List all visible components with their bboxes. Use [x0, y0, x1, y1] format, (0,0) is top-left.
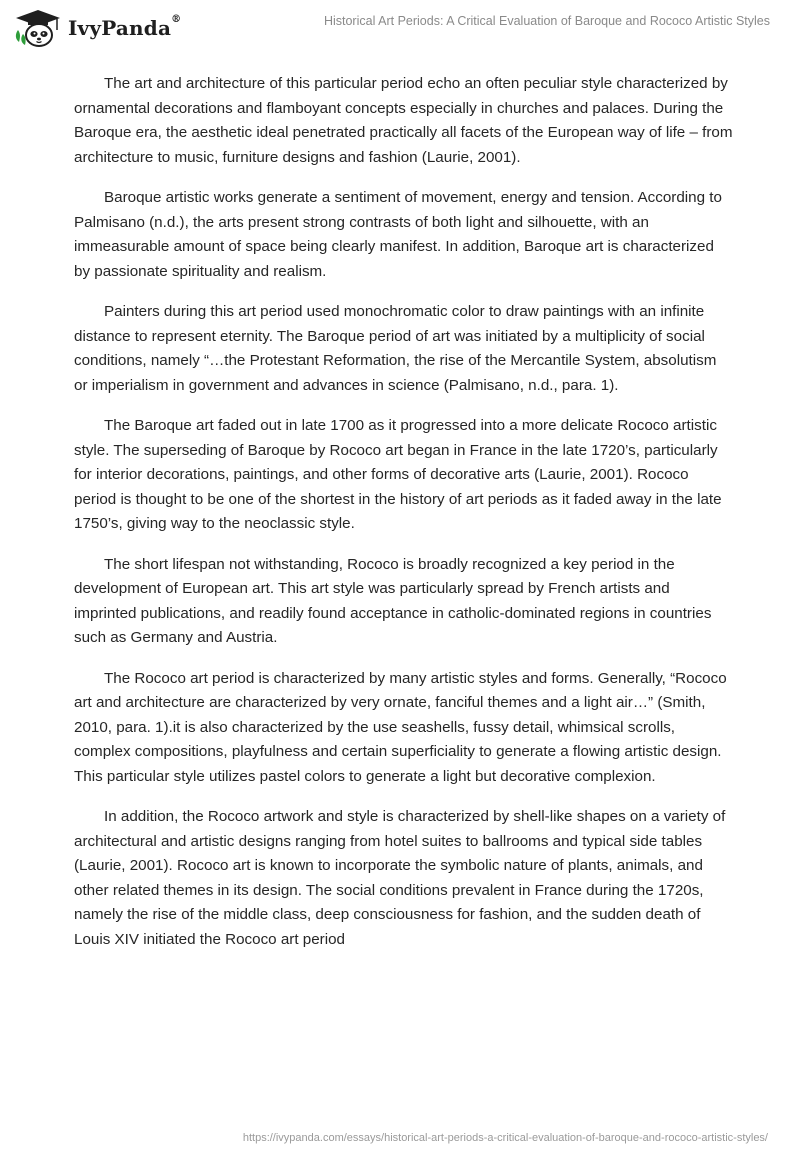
paragraph-4: The Baroque art faded out in late 1700 as it progressed into a more delicate Rococo artistic style. The superseding of Baroque by Rococo art began in France in the late 1720’s, particularly for interior decorations, paintings, and other forms of decorative arts (Laurie, 2001). Rococo period is thought to be one of the shortest in the history of art periods as it faded away in the late 1750’s, giving way to the neoclassic style.	[74, 417, 722, 532]
registered-mark: ®	[171, 14, 182, 25]
paragraph-5: The short lifespan not withstanding, Rococo is broadly recognized a key period in the development of European art. This art style was particularly spread by French artists and imprinted publications, and readily found acceptance in catholic-dominated regions in countries such as Germany and Austria.	[74, 555, 712, 646]
document-title: Historical Art Periods: A Critical Evaluation of Baroque and Rococo Artistic Styles	[323, 14, 770, 28]
ivypanda-logo[interactable]	[14, 8, 181, 48]
paragraph-6: The Rococo art period is characterized by many artistic styles and forms. Generally, “Rococo art and architecture are characterized by very ornate, fanciful themes and a light air…” (Smith, 2010, para. 1).it is also characterized by the use seashells, fussy detail, whimsical scrolls, complex compositions, playfulness and certain superficiality to generate a flowing artistic design. This particular style utilizes pastel colors to generate a light but decorative complexion.	[74, 669, 727, 785]
brand-text: IvyPanda	[68, 16, 172, 40]
paragraph-3: Painters during this art period used monochromatic color to draw paintings with an infinite distance to represent eternity. The Baroque period of art was initiated by a multiplicity of social conditions, namely “…the Protestant Reformation, the rise of the Mercantile System, absolutism or imperialism in government and advances in science (Palmisano, n.d., para. 1).	[74, 303, 717, 394]
panda-graduate-icon	[14, 8, 62, 48]
source-url-link[interactable]: https://ivypanda.com/essays/historical-art-periods-a-critical-evaluation-of-baroque-and-rococo-artistic-styles/	[242, 1132, 768, 1144]
essay-body	[74, 72, 734, 968]
paragraph-1: The art and architecture of this particular period echo an often peculiar style characterized by ornamental decorations and flamboyant concepts especially in churches and palaces. During the Baroque era, the aesthetic ideal penetrated practically all facets of the European way of life – from architecture to music, furniture designs and fashion (Laurie, 2001).	[74, 75, 733, 166]
brand-name	[68, 16, 181, 40]
paragraph-7: In addition, the Rococo artwork and style is characterized by shell-like shapes on a variety of architectural and artistic designs ranging from hotel suites to ballrooms and typical side tables (Laurie, 2001). Rococo art is known to incorporate the symbolic nature of plants, animals, and other related themes in its design. The social conditions prevalent in France during the 1720s, namely the rise of the middle class, deep consciousness for fashion, and the sudden death of Louis XIV initiated the Rococo art period	[74, 808, 726, 948]
paragraph-2: Baroque artistic works generate a sentiment of movement, energy and tension. According to Palmisano (n.d.), the arts present strong contrasts of both light and silhouette, with an immeasurable amount of space being clearly manifest. In addition, Baroque art is characterized by passionate spirituality and realism.	[74, 189, 722, 280]
page-header	[0, 0, 800, 60]
